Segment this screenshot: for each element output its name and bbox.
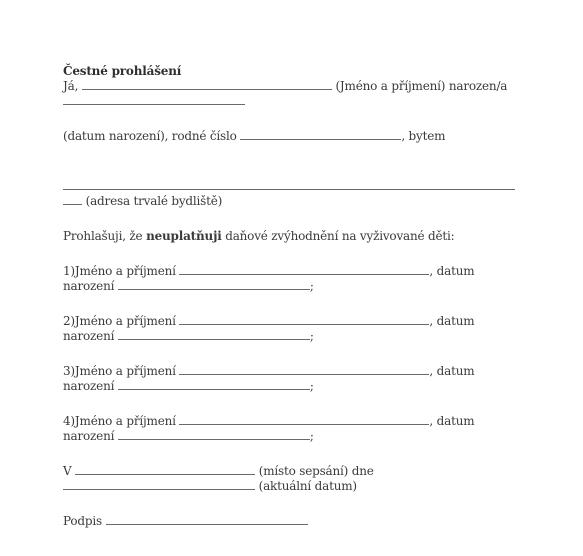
child-line-end: ; — [309, 379, 314, 393]
birth-number-line — [63, 129, 533, 144]
child-name-label: Jméno a příjmení — [74, 264, 176, 278]
declaration-document — [63, 64, 533, 529]
child-name-label: Jméno a příjmení — [74, 414, 176, 428]
child-birth-label: narození — [63, 279, 115, 293]
child-name-label: Jméno a příjmení — [74, 364, 176, 378]
child-birth-line — [63, 429, 533, 444]
child-line-end: ; — [309, 279, 314, 293]
declaration-text-b: daňové zvýhodnění na vyživované děti: — [221, 229, 455, 243]
child-name-line — [63, 314, 533, 329]
name-blank[interactable] — [82, 79, 332, 90]
date-suffix: (aktuální datum) — [258, 479, 357, 493]
child-entry — [63, 364, 533, 394]
child-name-blank[interactable] — [179, 414, 429, 425]
address-blank-end[interactable] — [63, 194, 82, 205]
child-birth-line — [63, 279, 533, 294]
child-birth-label: narození — [63, 379, 115, 393]
child-number: 3) — [63, 364, 75, 378]
place-suffix: (místo sepsání) dne — [258, 464, 374, 478]
place-line — [63, 464, 533, 479]
child-datum-label: , datum — [429, 314, 475, 328]
child-birth-blank[interactable] — [118, 279, 310, 290]
birth-number-suffix: , bytem — [401, 129, 446, 143]
signature-label: Podpis — [63, 514, 102, 528]
child-birth-blank[interactable] — [118, 379, 310, 390]
child-name-line — [63, 264, 533, 279]
declaration-text-a: Prohlašuji, že — [63, 229, 147, 243]
child-name-blank[interactable] — [179, 314, 429, 325]
child-datum-label: , datum — [429, 414, 475, 428]
address-label: (adresa trvalé bydliště) — [85, 194, 223, 208]
signature-line — [63, 514, 533, 529]
document-title: Čestné prohlášení — [63, 64, 182, 78]
child-birth-blank[interactable] — [118, 329, 310, 340]
declaration-text-bold: neuplatňuji — [146, 229, 222, 243]
birth-number-blank[interactable] — [240, 129, 401, 140]
child-birth-line — [63, 379, 533, 394]
place-blank[interactable] — [75, 464, 255, 475]
child-birth-line — [63, 329, 533, 344]
child-line-end: ; — [309, 429, 314, 443]
child-birth-label: narození — [63, 429, 115, 443]
child-name-label: Jméno a příjmení — [74, 314, 176, 328]
child-name-line — [63, 414, 533, 429]
address-blank-line — [63, 179, 533, 194]
child-line-end: ; — [309, 329, 314, 343]
child-birth-label: narození — [63, 329, 115, 343]
child-number: 2) — [63, 314, 75, 328]
child-entry — [63, 314, 533, 344]
birthdate-blank-line — [63, 94, 533, 109]
child-name-line — [63, 364, 533, 379]
child-datum-label: , datum — [429, 364, 475, 378]
date-blank[interactable] — [63, 479, 255, 490]
birthdate-blank[interactable] — [63, 94, 245, 105]
place-prefix: V — [63, 464, 72, 478]
child-number: 1) — [63, 264, 75, 278]
date-line — [63, 479, 533, 494]
birth-number-prefix: (datum narození), rodné číslo — [63, 129, 237, 143]
child-name-blank[interactable] — [179, 264, 429, 275]
address-line — [63, 194, 533, 209]
name-line-prefix: Já, — [63, 79, 79, 93]
child-entry — [63, 414, 533, 444]
child-entry — [63, 264, 533, 294]
child-datum-label: , datum — [429, 264, 475, 278]
name-line-suffix: (Jméno a příjmení) narozen/a — [335, 79, 508, 93]
child-birth-blank[interactable] — [118, 429, 310, 440]
declaration-statement — [63, 229, 533, 244]
child-number: 4) — [63, 414, 75, 428]
name-line — [63, 79, 533, 94]
signature-blank[interactable] — [106, 514, 308, 525]
child-name-blank[interactable] — [179, 364, 429, 375]
address-blank[interactable] — [63, 179, 515, 190]
